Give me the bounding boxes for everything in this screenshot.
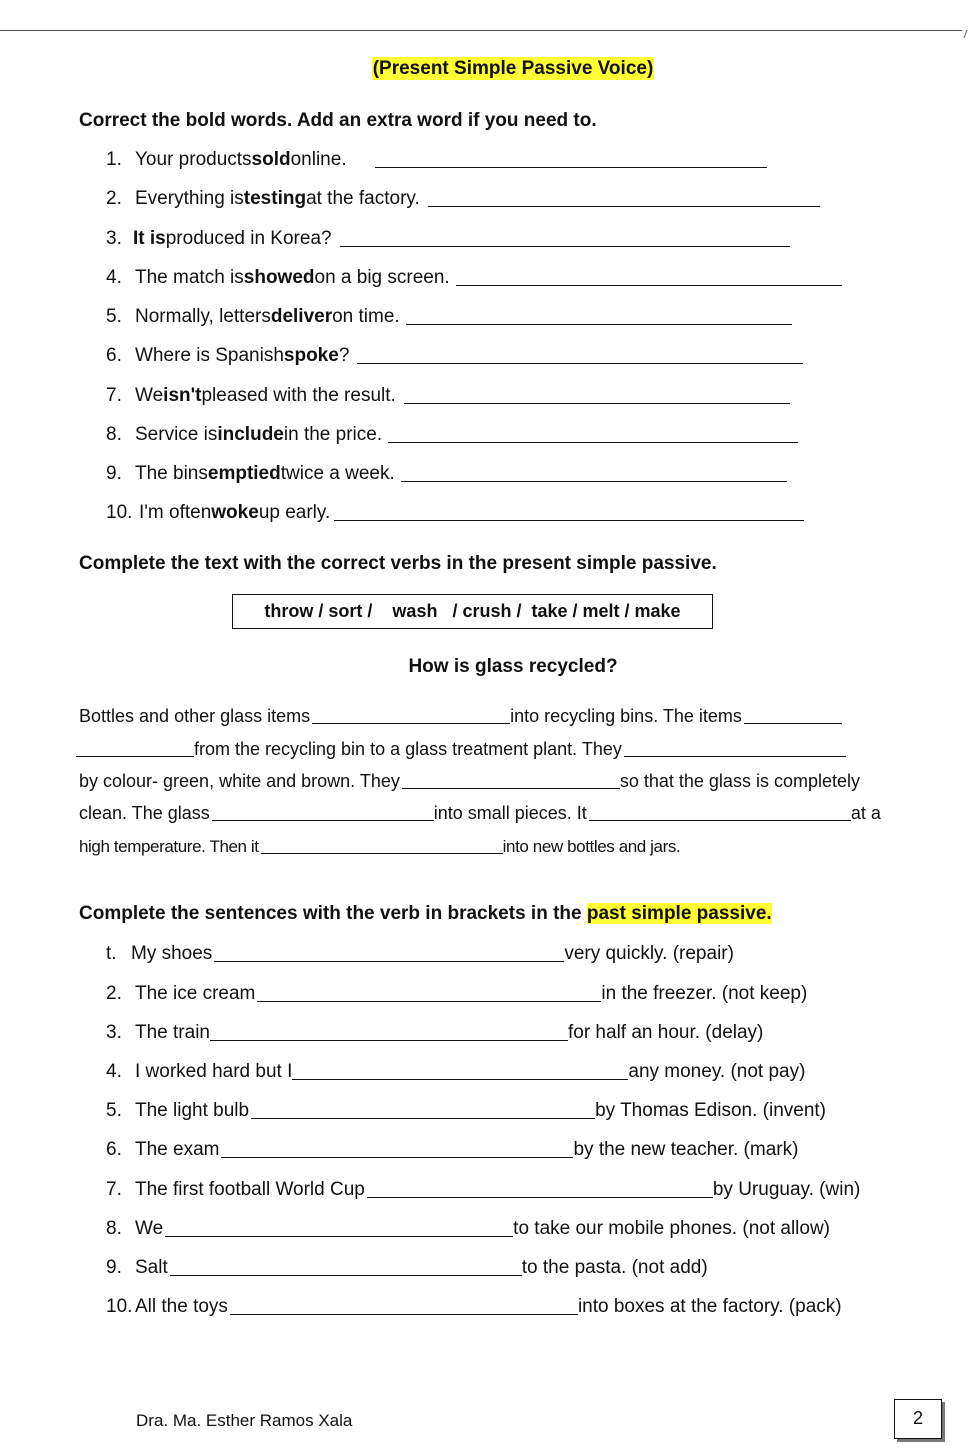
item-text-post: online.: [290, 149, 347, 170]
s1-item-6: [106, 343, 803, 367]
s1-item-10: [106, 500, 804, 524]
answer-blank[interactable]: [375, 149, 767, 168]
s1-item-3: [106, 226, 790, 250]
item-text-pre: Everything is: [135, 188, 244, 209]
item-text-pre: The light bulb: [135, 1100, 250, 1121]
item-number: 10.: [106, 502, 133, 523]
item-number: 10.: [106, 1296, 133, 1317]
item-bold-word: emptied: [207, 463, 281, 484]
item-bold-word: include: [217, 424, 284, 445]
page-title-text: (Present Simple Passive Voice): [372, 58, 654, 79]
item-number: 5.: [106, 1100, 122, 1121]
paragraph-line-5: [79, 833, 933, 857]
answer-blank[interactable]: [165, 1218, 513, 1237]
item-text-post: twice a week.: [280, 463, 395, 484]
paragraph-text: into small pieces. It: [433, 803, 587, 823]
answer-blank[interactable]: [212, 802, 434, 821]
s3-item-5: [106, 1098, 826, 1122]
answer-blank[interactable]: [210, 1022, 568, 1041]
item-bold-word: spoke: [283, 345, 339, 366]
answer-blank[interactable]: [251, 1100, 595, 1119]
section3-heading: [79, 903, 772, 925]
answer-blank[interactable]: [312, 705, 510, 724]
item-number: 8.: [106, 1218, 122, 1239]
item-text-post: pleased with the result.: [201, 385, 396, 406]
item-text-pre: My shoes: [131, 943, 213, 964]
answer-blank[interactable]: [261, 835, 503, 854]
item-text-pre: I'm often: [139, 502, 212, 523]
s1-item-8: [106, 422, 798, 446]
item-text-post: to take our mobile phones. (not allow): [513, 1218, 831, 1239]
item-text-post: for half an hour. (delay): [567, 1022, 764, 1043]
paragraph-line-4: [79, 800, 933, 824]
item-bold-word: It is: [133, 228, 166, 249]
s1-item-5: [106, 304, 792, 328]
item-number: t.: [106, 943, 117, 964]
item-text-post: by Uruguay. (win): [712, 1179, 861, 1200]
item-bold-word: testing: [243, 188, 307, 209]
paragraph-text: from the recycling bin to a glass treatment plant. They: [194, 739, 622, 759]
answer-blank[interactable]: [221, 1139, 573, 1158]
item-text-post: in the price.: [283, 424, 383, 445]
item-number: 4.: [106, 267, 122, 288]
answer-blank[interactable]: [340, 228, 790, 247]
answer-blank[interactable]: [589, 802, 851, 821]
s1-item-9: [106, 461, 787, 485]
answer-blank[interactable]: [334, 502, 804, 521]
answer-blank[interactable]: [402, 770, 620, 789]
answer-blank[interactable]: [744, 705, 842, 724]
answer-blank[interactable]: [230, 1296, 578, 1315]
item-text-post: by the new teacher. (mark): [573, 1139, 799, 1160]
answer-blank[interactable]: [624, 738, 846, 757]
top-rule: [0, 30, 962, 31]
item-text-pre: The train: [135, 1022, 210, 1043]
answer-blank[interactable]: [456, 267, 842, 286]
word-bank-box: throw / sort / wash / crush / take / melt / make: [232, 594, 713, 629]
item-text-post: up early.: [258, 502, 331, 523]
section1-heading: Correct the bold words. Add an extra word if you need to.: [79, 110, 597, 131]
item-number: 3.: [106, 1022, 122, 1043]
paragraph-line-1: [79, 703, 933, 727]
item-text-post: to the pasta. (not add): [521, 1257, 708, 1278]
item-number: 7.: [106, 1179, 122, 1200]
paragraph-text: into new bottles and jars.: [502, 837, 681, 856]
item-text-pre: Your products: [135, 149, 252, 170]
item-text-pre: Service is: [135, 424, 218, 445]
item-number: 7.: [106, 385, 122, 406]
s3-item-2: [106, 981, 807, 1005]
paragraph-text: into recycling bins. The items: [510, 706, 742, 726]
item-bold-word: showed: [243, 267, 315, 288]
s3-item-7: [106, 1177, 860, 1201]
answer-blank[interactable]: [406, 306, 792, 325]
item-text-pre: Salt: [135, 1257, 168, 1278]
item-number: 6.: [106, 345, 122, 366]
s3-item-10: [106, 1294, 842, 1318]
paragraph-text: by colour- green, white and brown. They: [79, 771, 400, 791]
author-name: Dra. Ma. Esther Ramos Xala: [136, 1411, 353, 1430]
item-text-post: on a big screen.: [314, 267, 450, 288]
s3-item-4: [106, 1059, 805, 1083]
item-text-post: very quickly. (repair): [564, 943, 734, 964]
item-text-post: ?: [338, 345, 350, 366]
item-text-pre: The match is: [135, 267, 244, 288]
paragraph-text: high temperature. Then it: [79, 837, 259, 856]
item-text-post: on time.: [332, 306, 400, 327]
item-bold-word: sold: [251, 149, 291, 170]
answer-blank[interactable]: [357, 345, 803, 364]
item-number: 2.: [106, 983, 122, 1004]
section3-heading-highlight: past simple passive.: [586, 903, 772, 924]
item-number: 9.: [106, 1257, 122, 1278]
item-number: 9.: [106, 463, 122, 484]
s3-item-9: [106, 1255, 708, 1279]
item-bold-word: deliver: [270, 306, 333, 327]
item-text-pre: The bins: [135, 463, 208, 484]
paragraph-text: so that the glass is completely: [619, 771, 860, 791]
item-text-post: at the factory.: [306, 188, 420, 209]
item-number: 1.: [106, 149, 122, 170]
s1-item-1: [106, 147, 767, 171]
s3-item-8: [106, 1216, 830, 1240]
item-number: 6.: [106, 1139, 122, 1160]
item-text-pre: The ice cream: [135, 983, 256, 1004]
page-number: 2: [894, 1399, 942, 1439]
answer-blank[interactable]: [257, 983, 601, 1002]
s1-item-4: [106, 265, 842, 289]
item-text-post: by Thomas Edison. (invent): [595, 1100, 827, 1121]
top-rule-tick: [964, 30, 968, 38]
page-title: [0, 58, 968, 80]
answer-blank[interactable]: [404, 385, 790, 404]
item-text-post: any money. (not pay): [628, 1061, 806, 1082]
paragraph-line-3: [79, 768, 933, 792]
item-text-pre: We: [135, 385, 164, 406]
item-number: 2.: [106, 188, 122, 209]
paragraph-text: Bottles and other glass items: [79, 706, 311, 726]
answer-blank[interactable]: [292, 1061, 628, 1080]
answer-blank[interactable]: [214, 943, 564, 962]
paragraph-text: at a: [850, 803, 881, 823]
s3-item-1: [106, 941, 734, 965]
paragraph-line-2: [79, 736, 933, 760]
answer-blank[interactable]: [401, 463, 787, 482]
item-text-post: in the freezer. (not keep): [601, 983, 808, 1004]
section2-heading: Complete the text with the correct verbs in the present simple passive.: [79, 553, 717, 574]
item-number: 4.: [106, 1061, 122, 1082]
answer-blank[interactable]: [388, 424, 798, 443]
item-number: 5.: [106, 306, 122, 327]
item-text-pre: Normally, letters: [135, 306, 271, 327]
item-text-pre: We: [135, 1218, 164, 1239]
s3-item-3: [106, 1020, 763, 1044]
answer-blank[interactable]: [76, 738, 194, 757]
item-text-pre: The first football World Cup: [135, 1179, 365, 1200]
item-bold-word: isn't: [163, 385, 202, 406]
item-number: 8.: [106, 424, 122, 445]
answer-blank[interactable]: [428, 188, 820, 207]
item-text-post: into boxes at the factory. (pack): [577, 1296, 842, 1317]
item-text-pre: The exam: [135, 1139, 220, 1160]
item-text-pre: I worked hard but I: [135, 1061, 293, 1082]
item-text-post: produced in Korea?: [165, 228, 332, 249]
answer-blank[interactable]: [170, 1257, 522, 1276]
text-subtitle: How is glass recycled?: [408, 656, 618, 677]
item-text-pre: All the toys: [135, 1296, 228, 1317]
item-bold-word: woke: [211, 502, 259, 523]
section3-heading-text: Complete the sentences with the verb in brackets in the: [79, 903, 587, 924]
item-number: 3.: [106, 228, 122, 249]
s3-item-6: [106, 1137, 798, 1161]
item-text-pre: Where is Spanish: [135, 345, 284, 366]
answer-blank[interactable]: [367, 1179, 713, 1198]
s1-item-2: [106, 186, 820, 210]
paragraph-text: clean. The glass: [79, 803, 210, 823]
s1-item-7: [106, 383, 790, 407]
